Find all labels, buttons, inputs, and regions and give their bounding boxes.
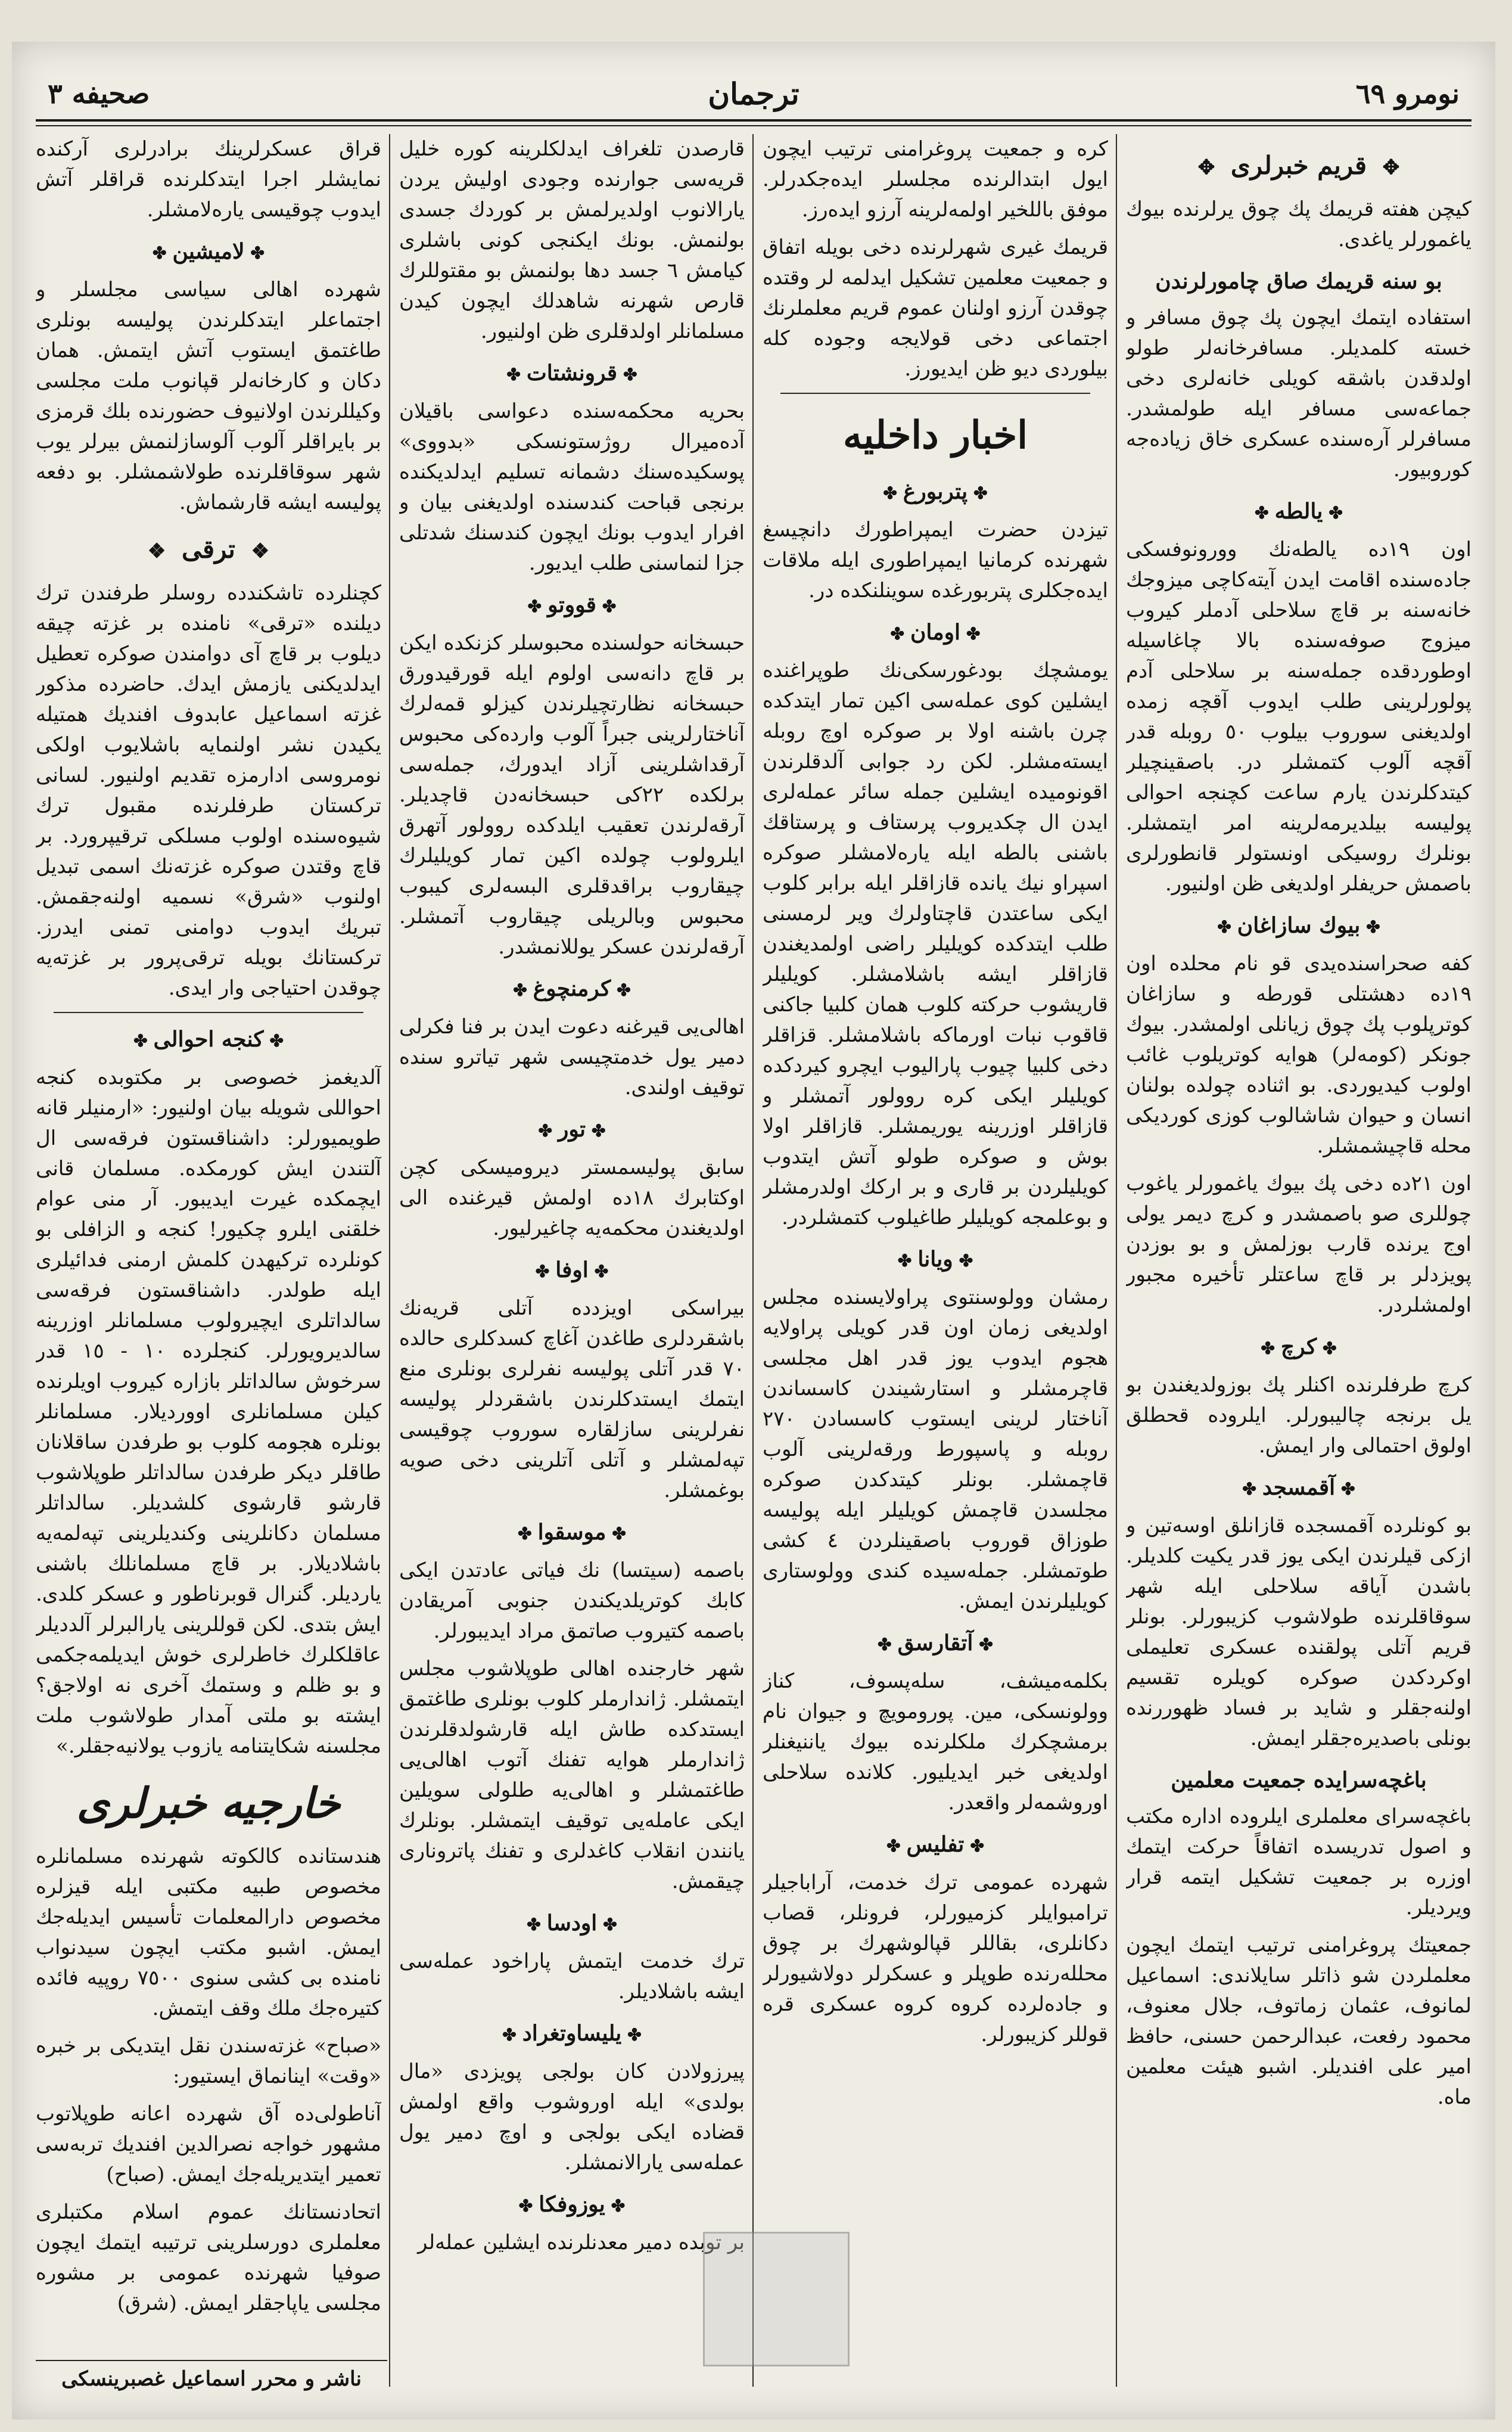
page-number: صحيفه ٣ [48, 77, 150, 110]
ornament-icon: ✤ [612, 1524, 626, 1543]
ornament-icon: ✤ [966, 624, 981, 644]
column-3 [399, 134, 745, 2387]
article-paragraph: شهر خارجنده اهالى طوپلاشوب مجلس ايتمشلر. ژاندارملر كلوب بونلرى طاغتمق ايستدكده طاش ايله قارشولدقلرندن ژاندارملر هوايه تفنك آتوب اهالى‌يى طاغتمشلر و اهالى‌يه طلولى سويلين ايكى عامله‌يى توقيف ايتمشلر. بونلرك يانندن انقلاب كاغدلرى و تفنك پاترونارى چيقمش. [399, 1657, 745, 1893]
dateline: ✤تور✤ [399, 1111, 745, 1149]
dateline: ✤يليساوتغراد✤ [399, 2015, 745, 2053]
ornament-icon: ✤ [513, 980, 527, 1000]
ornament-icon: ✤ [1323, 1338, 1337, 1358]
column-4 [36, 134, 381, 2387]
dateline: ✤كنجه احوالى✤ [36, 1021, 381, 1059]
ornament-icon: ✤ [506, 365, 521, 384]
dateline: ✤قرونشتات✤ [399, 355, 745, 393]
article-paragraph: حبسخانه حولسنده محبوسلر كزنكده ايكن بر قاچ دانه‌سى اولوم ايله قورقيدورق حبسخانه نظارتچيلرندن كيزلو قمه‌لرك آناختارلرينى جبراً آلوب وارده‌كى محبوس آرقداشلرينى آزاد ايدورك، جمله‌سى برلكده ٢٢كى حبسخانه‌دن قاچديلر. آرقه‌لرندن تعقيب ايلدكده روولور آتهرق ايلرولوب چولده اكين تمار كويليلرك چيقاروب براقدقلرى البسه‌لرى كيبوب محبوس وبالريلى چيقاروب آتمشلر. آرقه‌لرندن عسكر يوللانمشدر. [399, 631, 745, 959]
ornament-icon: ✤ [959, 1251, 973, 1271]
article-paragraph: پيرزولادن كان بولجى پويزدى «مال بولدى» ايله اوروشوب واقع اولمش قضاده ايكى بولجى و اوچ دمير يول عمله‌سى يارالانمشلر. [399, 2060, 745, 2175]
article-paragraph: بر توبده دمير معدنلرنده ايشلين عمله‌لر [417, 2231, 745, 2254]
ornament-icon: ✤ [133, 1031, 148, 1051]
article-paragraph: كچنلرده تاشكندده روسلر طرفندن ترك ديلنده «ترقى» نامنده بر غزته چيقه ديلوب بر قاچ آى دوامندن صوكره تعطيل ايدلديكنى يازمش ايدك. حاضرده مذكور غزته اسماعيل عابدوف افنديك همتيله يكيدن نشر اولنمايه باشلايوب اولكى نومروسى ادارمزه تقديم اولنيور. لسانى تركستان طرفلرنده مقبول ترك شيوه‌سنده اولوب مسلكى ترقيپرورد. بر قاچ وقتدن صوكره غزته‌نك اسمى تبديل اولنوب «شرق» نسميه اولنه‌جقمش. تبريك ايدوب دوامنى تمنى ايدرز. تركستانك بويله ترقى‌پرور بر غزته‌يه چوقدن احتياجى وار ايدى. [36, 581, 381, 1000]
ornament-icon: ✤ [1217, 917, 1231, 937]
library-stamp [703, 2232, 850, 2366]
ornament-icon: ✤ [886, 1836, 901, 1856]
ornament-icon: ✤ [897, 1251, 912, 1271]
article-paragraph: شهرده عمومى ترك خدمت، آراباجيلر ترامبوايلر كزميورلر، فرونلر، قصاب دكانلرى، بقاللر قپالوشهرك بر چوق محلله‌رنده طوپلر و عسكرلر دولاشيورلر و جاده‌لرده كروه كروه عسكرى قره قوللر كزيبورلر. [763, 1871, 1108, 2046]
ornament-icon: ✤ [1242, 1479, 1256, 1499]
dateline: ✤بيوك سازاغان✤ [1126, 908, 1471, 945]
article-paragraph: شهرده اهالى سياسى مجلسلر و اجتماعلر ايتدكلرندن پوليسه بونلرى طاغتمق ايستوب آتش ايتمش. همان دكان و كارخانه‌لر قپانوب ملت مجلسى وكيللرندن اولانيوف حضورنده بلك قرمزى بر بايراقلر آلوب آلوسازلنمش بيرلر يوب شهر سوقاقلرنده طولاشمشلر. بو دفعه پوليسه ايشه قارشماش. [36, 278, 381, 514]
section-divider [54, 1012, 363, 1013]
article-paragraph: كره و جمعيت پروغرامنى ترتيب ايچون ايول ابتدالرنده مجلسلر ايده‌جكدرلر. موفق باللخير اولمه‌لرينه آرزو ايده‌رز. [763, 137, 1108, 222]
ornament-icon: ✤ [594, 1262, 609, 1281]
ornament-icon: ❖ [251, 539, 270, 563]
ornament-icon: ✤ [538, 1121, 552, 1141]
dateline: بو سنه قريمك صاق چامورلرندن [1155, 269, 1442, 294]
section-title-crimea: ✥ قريم خبرلرى ✥ [1126, 145, 1471, 188]
column-divider [752, 134, 754, 2387]
article-paragraph: كفه صحراسنده‌يدى قو نام محلده اون ١٩ده دهشتلى قورطه و سازاغان كوترپلوب پك چوق زيانلى اولمشدر. بيوك جونكر (كومه‌لر) هوايه كوتريلوب غائب اولوب كيديوردى. بو اثناده چولده بولنان انسان و حيوان شاشالوب كوزى كورديكى محله قاچيشمشلر. [1126, 952, 1471, 1158]
ornament-icon: ✤ [973, 483, 988, 503]
ornament-icon: ✤ [250, 243, 265, 263]
article-paragraph: «صباح» غزته‌سندن نقل ايتديكى بر خبره «وقت» اينانماق ايستيور: [36, 2034, 381, 2088]
section-title-foreign-news: خارجيه خبرلرى [76, 1778, 341, 1828]
ornament-icon: ✤ [518, 1524, 532, 1543]
section-divider [780, 393, 1090, 394]
article-paragraph: يومشچك بودغورسكى‌نك طوپراغنده ايشلين كوى عمله‌سى اكين تمار ايتدكده چرن باشنه اولا بر صوكره اوچ روبله ايسته‌مشلر. لكن رد جوابى آلدقلرندن اقونوميده ايشلين جمله سائر عمله‌لرى ايدن ال چكديروب پرستاف و پرستاقك باشنى بالطه ايله ياره‌لامشلر صوكره اسپراو نيك يانده قازاقلر ايله برابر كلوب ايكى ساعتدن قاچتاولرك وير لرمسنى طلب ايتدكده كويليلر راضى اولمديغندن قازاقلر ايشه باشلامشلر. كويليلر قاريشوب حركته كلوب همان كلبيا جاكنى قاقوب نبات اورماكه باشلامشلر. قزاقلر دخى كلبيا چيوب پاراليوب ايچرو كيردكده كويليلر ايكى كره روولور آتمشلر و قازاقلر اوزرينه يوريمشلر. قازاقلر اولا بوش و صوكره طولو آتش ايتدوب كويليلردن بر قارى و بر اركك اولدرمشلر و بوعلمجه كويليلر طاغيلوب كتمشلردر. [763, 659, 1108, 1229]
article-paragraph: بحريه محكمه‌سنده دعواسى باقيلان آده‌ميرال روژستونسكى «بدووى» پوسكيده‌سنك دشمانه تسليم ايدلديكنده برنجى قباحت كندسنده اولديغنى بيان و افرار ايدوب بونك ايچون كندسنك شدتلى جزا لنماسنى طلب ايديور. [399, 399, 745, 575]
newspaper-title: ترجمان [708, 76, 799, 111]
masthead [36, 72, 1471, 113]
article-paragraph: ترك خدمت ايتمش پاراخود عمله‌سى ايشه باشلاديلر. [399, 1949, 745, 2004]
article-paragraph: اون ١٩ده يالطه‌نك وورونوفسكى جاده‌سنده اقامت ايدن آيته‌كاچى ميزوجك خانه‌سنه بر قاچ سلاحلى آدملر كيروب ميزوج صوفه‌سنده بالا چاغاسيله اوطوردقده جمله‌سنه بر سلاحلى آدم پولورلرينى طلب ايدوب آقچه زمده اولديغنى سوروب بيلوب ٥٠ روبله قدر آقچه آلوب كتمشلر در. باصقينچيلر كيتدكلرندن يارم ساعت كچنجه احوالى پوليسه بيلديرمه‌لرينه امر ايتمشلر. بونلرك روسيكى اونستولر قانطورلرى باصمش حريفلر اولديغى ظن اولنيور. [1126, 538, 1471, 896]
dateline: ✤تفليس✤ [763, 1827, 1108, 1864]
dateline: باغچه‌سرايده جمعيت معلمين [1171, 1768, 1427, 1793]
section-title-domestic-news: اخبار داخليه [843, 413, 1028, 458]
dateline: ✤اومان✤ [763, 614, 1108, 652]
header-rule-thin [36, 125, 1471, 126]
column-1 [1126, 134, 1471, 2387]
article-paragraph: اتحادنستانك عموم اسلام مكتبلرى معلملرى دورسلرينى ترتيبه ايتمك ايچون صوفيا شهرنده عمومى بر مشوره مجلسى ياپاجقلر ايمش. (شرق) [36, 2200, 381, 2315]
ornament-icon: ✤ [623, 365, 637, 384]
ornament-icon: ✤ [1255, 503, 1269, 523]
article-paragraph: باصمه (سيتسا) نك فياتى عادتدن ايكى كابك كوتريلديكندن جنوبى آمريقادن باصمه كتيروب صاتمق مراد ايديبورلر. [399, 1558, 745, 1643]
ornament-icon: ✤ [602, 597, 617, 616]
dateline: ✤آقمسجد✤ [1126, 1470, 1471, 1507]
dateline: ✤لاميشين✤ [36, 234, 381, 271]
dateline: ✤يالطه✤ [1126, 493, 1471, 531]
article-paragraph: بيراسكى اويزدده آتلى قريه‌نك باشقردلرى طاغدن آغاچ كسدكلرى حالده ٧٠ قدر آتلى پوليسه نفرلرى بونلرى منع ايتمك ايستدكلرندن باشقردلر پوليسه نفرلرينى سازلقاره سوروب چوقيسى تپه‌لمشلر و آتلى آتلرينى دخى صويه بوغمشلر. [399, 1296, 745, 1502]
ornament-icon: ✥ [1382, 156, 1400, 179]
ornament-icon: ✤ [970, 1836, 984, 1856]
ornament-icon: ✤ [269, 1031, 284, 1051]
ornament-icon: ✤ [518, 2196, 533, 2216]
column-divider [1116, 134, 1117, 2387]
ornament-icon: ✤ [527, 597, 542, 616]
article-paragraph: جمعيتك پروغرامنى ترتيب ايتمك ايچون معلملردن شو ذاتلر سايلاندى: اسماعيل لمانوف، عثمان زماتوف، جلال معنوف، محمود رفعت، عبدالرحمن حسنى، حافظ امير على افنديلر. اشبو هيئت معلمين ماه. [1126, 1933, 1471, 2109]
ornament-icon: ✥ [1197, 156, 1215, 179]
publisher-line: ناشر و محرر اسماعيل غصبرينسكى [36, 2360, 387, 2391]
ornament-icon: ✤ [535, 1262, 550, 1281]
article-paragraph: سابق پوليسمستر ديروميسكى كچن اوكتابرك ١٨ده اولمش قيرغنده الى اولديغندن محكمه‌يه چاغيرليور. [399, 1156, 745, 1240]
article-paragraph: استفاده ايتمك ايچون پك چوق مسافر و خسته كلمديلر. مسافرخانه‌لر طولو اولدقدن باشقه كويلى خانه‌لرى دخى جماعه‌سى مسافر ايله طولمشدر. مسافرلر آره‌سنده عسكرى خاق زياده‌جه كوروبيور. [1126, 306, 1471, 482]
column-2 [763, 134, 1108, 2387]
section-title-terakki: ❖ ترقى ❖ [36, 529, 381, 572]
article-paragraph: تيزدن حضرت ايمپراطورك دانچيسغ شهرنده كرمانيا ايمپراطورى ايله ملاقات ايده‌جكلرى پتربورغده سوينلنكده در. [763, 518, 1108, 602]
column-divider [389, 134, 390, 2387]
article-paragraph: بكلمه‌ميشف، سله‌پسوف، كناز وولونسكى، مين. پورومويچ و جيوان نام برمشچكرك ملكلرنده بيوك ياننيغنلر اولديغى خبر ايديليور. كلانده سلاحلى اوروشمه‌لر واقعدر. [763, 1669, 1108, 1815]
ornament-icon: ✤ [979, 1635, 993, 1654]
article-paragraph: اون ٢١ده دخى پك بيوك ياغمورلر ياغوب چوللرى صو باصمشدر و كرچ ديمر يولى اوج يرنده قارب بوزلمش و بو بوزدن پويزدلر بر قاچ ساعتلر تأخيره مجبور اولمشلردر. [1126, 1172, 1471, 1317]
dateline: ✤پتربورغ✤ [763, 474, 1108, 511]
article-paragraph: قريمك غيرى شهرلرنده دخى بويله اتفاق و جمعيت معلمين تشكيل ايدلمه لر وقتده چوقدن آرزو اولنان عموم قريم معلملرنك اجتماعى دخى قولايجه وجوده كله بيلوردى ديو ظن ايديورز. [763, 235, 1108, 381]
article-paragraph: قارصدن تلغراف ايدلكلرينه كوره خليل قريه‌سى جوارنده وجودى اوليش يردن يارالانوب اولديرلمش بر كوردك جسدى بولنمش. بونك ايكنجى كونى باشلرى كيامش ٦ جسد دها بولنمش بو مقتوللرك قارص شهرنه شاهدلك ايچون كيدن مسلمانلر اولدقلرى ظن اولنيور. [399, 137, 745, 343]
article-paragraph: رمشان وولوسنتوى پراولايسنده مجلس اولديغى زمان اون قدر كويلى پراولايه هجوم ايدوب يوز قدر اهل مجلسى قاچرمشلر و استارشيندن كاسساندن آناختار لرينى ايستوب كاسسادن ٢٧٠ روبله و پاسپورط ورقه‌لرينى آلوب قاچمشلر. بونلر كيتدكدن صوكره مجلسدن قاچمش كويليلر ايله پوليسه طوزاق قوروب باصقينلردن ٤ كشى طوتمشلر. جمله‌سيده كندى وولوستارى كويليلرندن ايمش. [763, 1285, 1108, 1613]
dateline: ✤موسقوا✤ [399, 1514, 745, 1552]
article-paragraph: هندستانده كالكوته شهرنده مسلمانلره مخصوص طبيه مكتبى ايله قيزلره مخصوص دارالمعلمات تأسيس ايديله‌جك ايمش. اشبو مكتب ايچون سيدنواب نامنده بى كشى سنوى ٧٥٠٠ روپيه فائده كتيره‌جك ملك وقف ايتمش. [36, 1844, 381, 2020]
ornament-icon: ✤ [527, 1915, 541, 1934]
ornament-icon: ✤ [153, 243, 167, 263]
dateline: ✤آتقارسق✤ [763, 1625, 1108, 1663]
article-paragraph: باغچه‌سراى معلملرى ايلروده اداره مكتب و اصول تدريسده اتفاقاً حركت ايتمك اوزره بر جمعيت تشكيل ايتمه قرار ويرديلر. [1126, 1804, 1471, 1919]
dateline: ✤كرچ✤ [1126, 1329, 1471, 1366]
ornament-icon: ✤ [1261, 1338, 1275, 1358]
ornament-icon: ✤ [890, 624, 904, 644]
article-paragraph: بو كونلرده آقمسجده قازانلق اوسه‌تين و ازكى قيلرندن ايكى يوز قدر يكيت كلديلر. باشدن آياقه سلاحلى ايله شهر سوقاقلرنده طولاشوب كزيبورلر. بونلر قريم آتلى پولقنده عسكرى تعليملى اوكردكدن صوكره كويلره تقسيم اولنه‌جقلر و شايد بر فساد ظهوررنده بونلى باصديره‌جقلر ايمش. [1126, 1514, 1471, 1750]
ornament-icon: ✤ [878, 1635, 892, 1654]
ornament-icon: ✤ [502, 2025, 517, 2045]
ornament-icon: ✤ [611, 2196, 626, 2216]
dateline: ✤ويانا✤ [763, 1241, 1108, 1279]
dateline: ✤كرمنچوغ✤ [399, 971, 745, 1008]
article-paragraph: كرچ طرفلرنده اكنلر پك بوزولديغندن بو يل برنجه چاليبورلر. ايلروده قحطلق اولوق احتمالى وار ايمش. [1126, 1373, 1471, 1458]
ornament-icon: ✤ [617, 980, 631, 1000]
header-rule [36, 119, 1471, 122]
issue-number: نومرو ٦٩ [1355, 77, 1460, 110]
ornament-icon: ❖ [147, 539, 166, 563]
columns-container [36, 134, 1471, 2387]
article-paragraph: آلديغمز خصوصى بر مكتوبده كنجه احواللى شويله بيان اولنيور: «ارمنيلر قانه طويميورلر: داشناقستون فرقه‌سى ال آلتندن ايش كورمكده. مسلمان قانى ايچمكده غيرت ايديبور. آر منى عوام خلقنى ايلرو چكيور! كنجه و الزافلى بو كونلرده تركيهدن كلمش ارمنى فدائيلرى ايله طولدر. داشناقستون فرقه‌سى سالداتلرى ايچيرولوب مسلمانلر اوزرينه سالديرويورلر. كنجلرده ١٠ - ١٥ قدر سرخوش سالداتلر بازاره كيروب اويلرنده كيلن مسلمانلرى اوورديلار. مسلمانلر بونلره هجومه كلوب بو طرفدن ساقلانان طاقلر ديكر طرفدن سالداتلر طوپلاشوب قارشو قارشوى كلشديلر. سالداتلر مسلمان دكانلرينى وكنديلرينى تپه‌لمه‌يه باشلاديلار. بر قاچ مسلمانلك باشنى يارديلر. گنرال قوبرناطور و عسكر كلدى. ايش بتدى. لكن قوللرينى يارالبرلر آلدديلر عاقلكلرك خاطرلرى خوش ايديلمه‌جكمى و بو ظلم و وستمك آخرى نه اولاجق؟ ايشته بو ملتى آمدار طولاشوب ملت مجلسنه شكايتنامه يازوب يولانيه‌جقلر.» [36, 1066, 381, 1758]
article-paragraph: اهالى‌يى قيرغنه دعوت ايدن بر فنا فكرلى دمير يول خدمتچيسى شهر تياترو سنده توقيف اولندى. [399, 1015, 745, 1099]
ornament-icon: ✤ [883, 483, 897, 503]
ornament-icon: ✤ [603, 1915, 617, 1934]
ornament-icon: ✤ [1366, 917, 1380, 937]
dateline: ✤يوزوفكا✤ [399, 2186, 745, 2224]
article-paragraph: قراق عسكرلرينك برادرلرى آركنده نمايشلر اجرا ايتدكلرنده قراقلر آتش ايدوب چوقيسى ياره‌لامشلر. [36, 137, 381, 222]
dateline: ✤اوفا✤ [399, 1252, 745, 1290]
ornament-icon: ✤ [592, 1121, 606, 1141]
dateline: ✤اودسا✤ [399, 1905, 745, 1943]
ornament-icon: ✤ [1341, 1479, 1355, 1499]
dateline: ✤قووتو✤ [399, 587, 745, 625]
article-paragraph: كيچن هفته قريمك پك چوق يرلرنده بيوك ياغمورلر ياغدى. [1126, 197, 1471, 251]
article-paragraph: آناطولى‌ده آق شهرده اعانه طوپلاتوب مشهور خواجه نصرالدين افنديك تربه‌سى تعمير ايتديريله‌جك ايمش. (صباح) [36, 2102, 381, 2186]
ornament-icon: ✤ [1329, 503, 1343, 523]
ornament-icon: ✤ [627, 2025, 642, 2045]
